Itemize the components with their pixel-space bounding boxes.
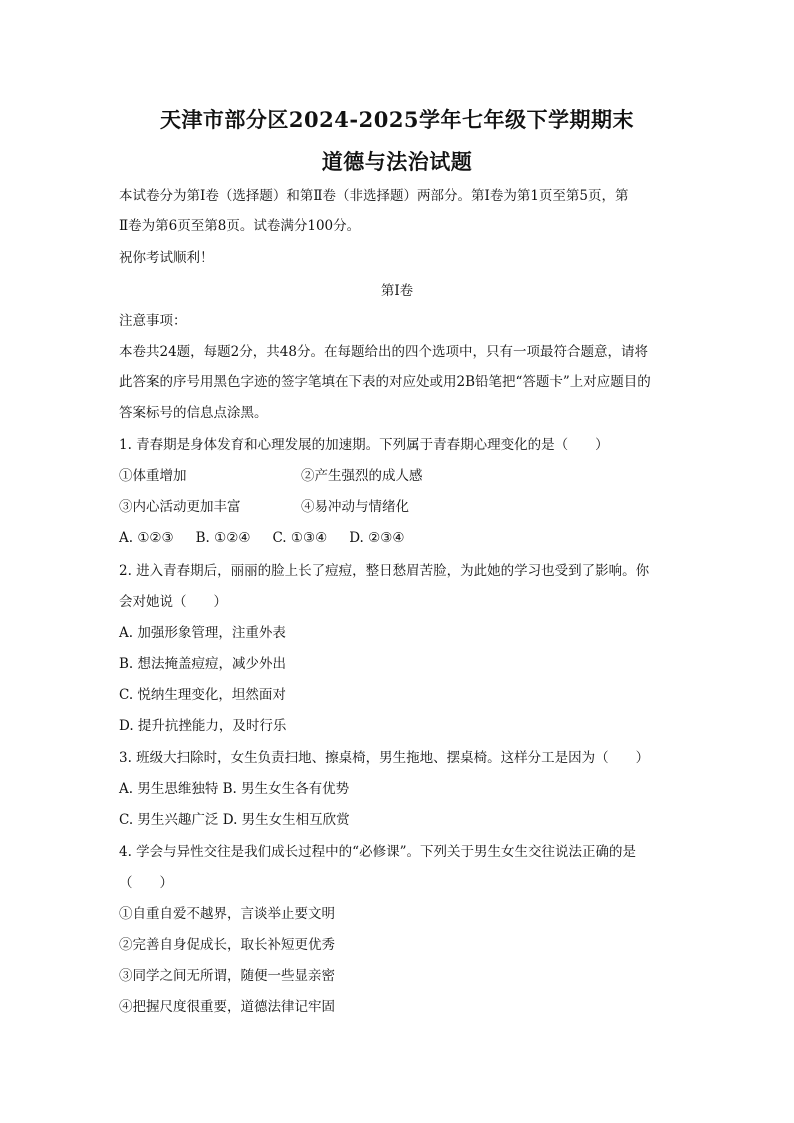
- q3-choices-row1[interactable]: A. 男生思维独特 B. 男生女生各有优势: [119, 781, 350, 797]
- q2-choice-a[interactable]: A. 加强形象管理，注重外表: [119, 625, 286, 641]
- q1-item: ④易冲动与情绪化: [301, 499, 409, 515]
- q2-choice-d[interactable]: D. 提升抗挫能力，及时行乐: [119, 718, 287, 734]
- q1-choice-b[interactable]: B. ①②④: [195, 530, 251, 546]
- q2-stem-line1: 2. 进入青春期后，丽丽的脸上长了痘痘，整日愁眉苦脸，为此她的学习也受到了影响。你: [119, 563, 650, 579]
- q4-item: ③同学之间无所谓，随便一些显亲密: [119, 968, 335, 984]
- q2-choice-c[interactable]: C. 悦纳生理变化，坦然面对: [119, 687, 286, 703]
- q3-choices-row2[interactable]: C. 男生兴趣广泛 D. 男生女生相互欣赏: [119, 812, 350, 828]
- good-luck-text: 祝你考试顺利！: [119, 250, 214, 266]
- q1-item: ②产生强烈的成人感: [301, 468, 423, 484]
- q1-choice-d[interactable]: D. ②③④: [349, 530, 405, 546]
- q4-item: ②完善自身促成长，取长补短更优秀: [119, 937, 335, 953]
- intro-line1: 本试卷分为第Ⅰ卷（选择题）和第Ⅱ卷（非选择题）两部分。第Ⅰ卷为第1页至第5页，第: [119, 188, 629, 204]
- notice-line2: 此答案的序号用黑色字迹的签字笔填在下表的对应处或用2B铅笔把“答题卡”上对应题目的: [119, 374, 651, 390]
- section-heading: 第Ⅰ卷: [380, 283, 414, 299]
- q1-choice-c[interactable]: C. ①③④: [272, 530, 328, 546]
- q1-item: ①体重增加: [119, 468, 187, 484]
- q1-stem: 1. 青春期是身体发育和心理发展的加速期。下列属于青春期心理变化的是（ ）: [119, 437, 609, 453]
- exam-title-line2: 道德与法治试题: [321, 149, 473, 174]
- q1-choices: [119, 528, 426, 548]
- q3-stem: 3. 班级大扫除时，女生负责扫地、擦桌椅，男生拖地、摆桌椅。这样分工是因为（ ）: [119, 750, 650, 766]
- q2-choice-b[interactable]: B. 想法掩盖痘痘，减少外出: [119, 656, 287, 672]
- notice-label: 注意事项：: [119, 313, 187, 329]
- q4-item: ①自重自爱不越界，言谈举止要文明: [119, 906, 335, 922]
- q1-items-row1: [119, 466, 423, 486]
- q4-stem-line2: （ ）: [119, 875, 173, 891]
- exam-title-line1: 天津市部分区2024-2025学年七年级下学期期末: [159, 107, 635, 132]
- notice-line1: 本卷共24题，每题2分，共48分。在每题给出的四个选项中，只有一项最符合题意，请将: [119, 344, 648, 360]
- q1-items-row2: [119, 497, 409, 517]
- q2-stem-line2: 会对她说（ ）: [119, 594, 227, 610]
- q1-item: ③内心活动更加丰富: [119, 499, 241, 515]
- q4-stem-line1: 4. 学会与异性交往是我们成长过程中的“必修课”。下列关于男生女生交往说法正确的是: [119, 844, 636, 860]
- notice-line3: 答案标号的信息点涂黑。: [119, 405, 268, 421]
- q4-item: ④把握尺度很重要，道德法律记牢固: [119, 999, 335, 1015]
- q1-choice-a[interactable]: A. ①②③: [119, 530, 174, 546]
- intro-line2: Ⅱ卷为第6页至第8页。试卷满分100分。: [119, 218, 361, 234]
